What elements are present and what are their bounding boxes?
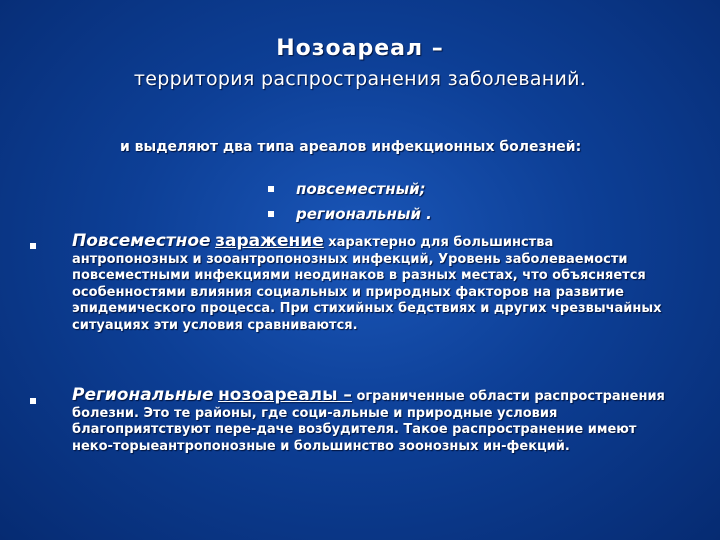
p2-lead-a: Региональные (72, 385, 214, 405)
type-label-1: повсеместный; (296, 180, 426, 198)
bullet-square-icon (30, 243, 36, 249)
intro-text (72, 138, 672, 157)
p2-text: ограниченные области распространения болезни. Это те районы, где соци-альные и природные условия благоприятствуют пере-даче возбудителя. Такое распространение имеют неко-торыеантропонозные и большинство зоонозных ин-фекций. (72, 389, 665, 454)
p1-lead-b: заражение (215, 231, 324, 251)
slide-title: Нозоареал – (276, 36, 444, 61)
type-label-2: региональный . (296, 205, 432, 223)
intro-label: и выделяют два типа ареалов инфекционных болезней: (120, 139, 582, 155)
p1-text: характерно для большинства антропонозных и зооантропонозных инфекций, Уровень заболеваемости повсеместными инфекциями неодинаков в разных местах, что объясняется особенностями влияния социальных и природных факторов на развитие эпидемического процесса. При стихийных бедствиях и других чрезвычайных ситуациях эти условия сравниваются. (72, 235, 662, 333)
bullet-square-icon (268, 186, 274, 192)
paragraph-widespread (72, 233, 672, 334)
bullet-square-icon (30, 398, 36, 404)
slide-subtitle: территория распространения заболеваний. (133, 68, 587, 90)
paragraph-regional (72, 387, 672, 455)
p1-lead-a: Повсеместное (72, 231, 211, 251)
bullet-square-icon (268, 211, 274, 217)
p2-lead-b: нозоареалы – (218, 385, 352, 405)
